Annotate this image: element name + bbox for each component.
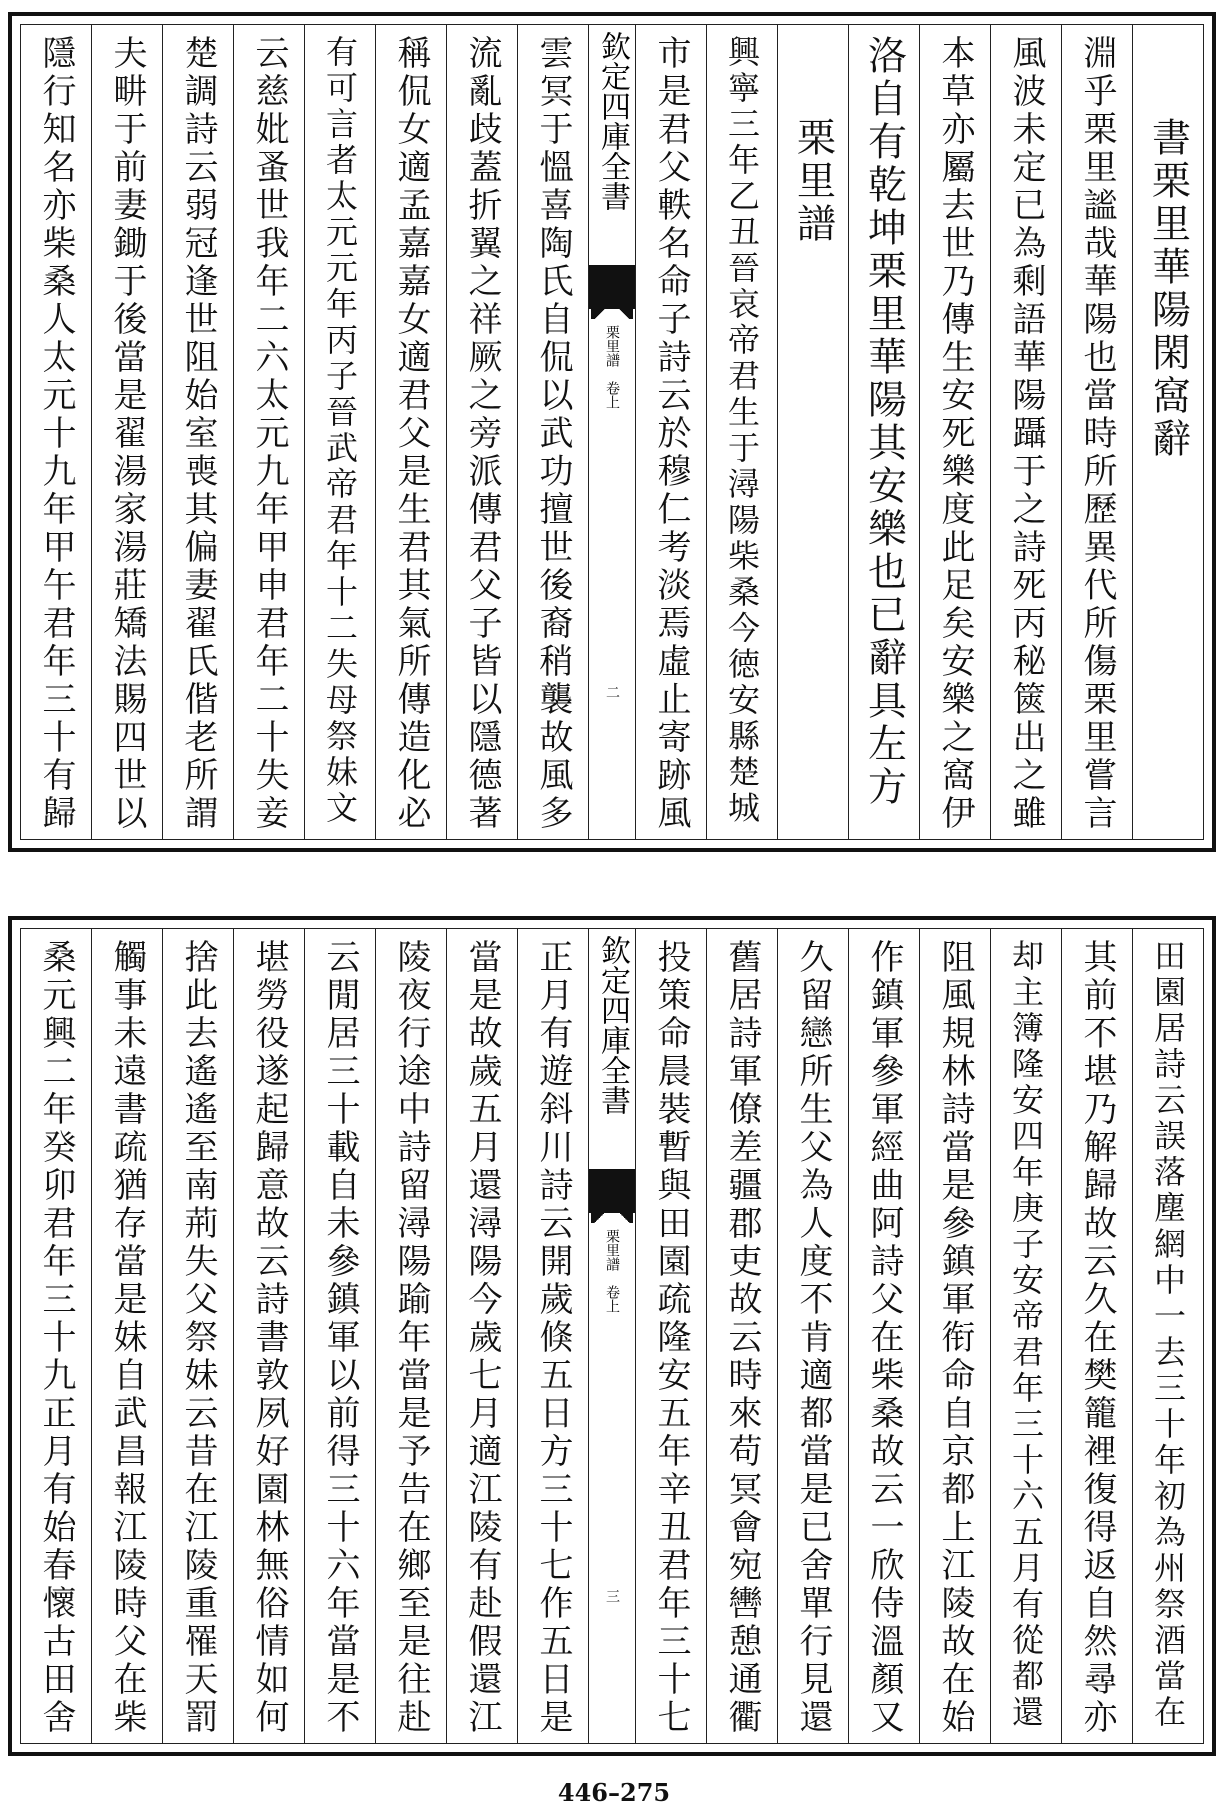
- column-text: 却主簿隆安四年庚子安帝君年三十六五月有從都還: [1007, 939, 1045, 1731]
- column-text: 當是故歲五月還潯陽今歲七月適江陵有赴假還江: [462, 939, 502, 1737]
- column: [1132, 929, 1203, 1743]
- column-text: 楚調詩云弱冠逢世阻始室喪其偏妻翟氏偕老所謂: [178, 35, 218, 833]
- fish-tail-mark: [589, 265, 635, 309]
- column: [91, 929, 162, 1743]
- column: [233, 25, 304, 839]
- column: [990, 25, 1061, 839]
- bottom-page: [8, 916, 1216, 1756]
- column: [635, 929, 706, 1743]
- column: [706, 25, 777, 839]
- column-text: 桑元興二年癸卯君年三十九正月有始春懷古田舍: [36, 939, 76, 1737]
- column: [990, 929, 1061, 1743]
- column: [375, 929, 446, 1743]
- column-text: 夫畊于前妻鋤于後當是翟湯家湯莊矯法賜四世以: [107, 35, 147, 833]
- column-text: 流亂歧蓋折翼之祥厥之旁派傳君父子皆以隱德著: [462, 35, 502, 833]
- column-text: 作鎮軍參軍經曲阿詩父在柴桑故云一欣侍溫顏又: [864, 939, 904, 1737]
- column-text: 淵乎栗里謐哉華陽也當時所歷異代所傷栗里嘗言: [1077, 35, 1117, 833]
- column: [919, 25, 990, 839]
- column-text: 云閒居三十載自未參鎮軍以前得三十六年當是不: [320, 939, 360, 1737]
- top-page-frame: [20, 24, 1204, 840]
- column: [777, 929, 848, 1743]
- page-number: 三: [604, 1589, 620, 1603]
- column: [162, 25, 233, 839]
- column-text: 其前不堪乃解歸故云久在樊籠裡復得返自然尋亦: [1077, 939, 1117, 1737]
- column: [1132, 25, 1203, 839]
- page-number: 二: [604, 685, 620, 699]
- column: [706, 929, 777, 1743]
- column-text: 本草亦屬去世乃傳生安死樂度此足矣安樂之窩伊: [935, 35, 975, 833]
- column-text: 久留戀所生父為人度不肯適都當是已舍單行見還: [793, 939, 833, 1737]
- column-text: 云慈妣蚤世我年二六太元九年甲申君年二十失妾: [249, 35, 289, 833]
- column-text: 雲冥于慍喜陶氏自侃以武功擅世後裔稍襲故風多: [533, 35, 573, 833]
- column-text: 正月有遊斜川詩云開歲倏五日方三十七作五日是: [533, 939, 573, 1737]
- column: [91, 25, 162, 839]
- column: [848, 25, 919, 839]
- column-text: 捨此去遙遙至南荊失父祭妹云昔在江陵重罹天罰: [178, 939, 218, 1737]
- column-text: 書栗里華陽閑窩辭: [1145, 117, 1191, 461]
- column-text: 觸事未遠書疏猶存當是妹自武昌報江陵時父在柴: [107, 939, 147, 1737]
- column: [21, 25, 91, 839]
- gutter-book-title: 栗里譜 卷上: [604, 325, 620, 409]
- column-text: 有可言者太元元年丙子晉武帝君年十二失母祭妹文: [321, 35, 359, 827]
- column-text: 洛自有乾坤栗里華陽其安樂也已辭具左方: [861, 35, 907, 809]
- center-gutter: [588, 25, 635, 839]
- column: [848, 929, 919, 1743]
- column-text: 田園居詩云誤落塵網中一去三十年初為州祭酒當在: [1149, 939, 1187, 1731]
- column: [635, 25, 706, 839]
- top-page: [8, 12, 1216, 852]
- column-text: 隱行知名亦柴桑人太元十九年甲午君年三十有歸: [36, 35, 76, 833]
- column-text: 市是君父軼名命子詩云於穆仁考淡焉虛止寄跡風: [651, 35, 691, 833]
- column-text: 堪勞役遂起歸意故云詩書敦夙好園林無俗情如何: [249, 939, 289, 1737]
- column: [375, 25, 446, 839]
- column-text: 阻風規林詩當是參鎮軍衔命自京都上江陵故在始: [935, 939, 975, 1737]
- gutter-book-title: 栗里譜 卷上: [604, 1229, 620, 1313]
- column-text: 陵夜行途中詩留潯陽踰年當是予告在鄉至是往赴: [391, 939, 431, 1737]
- column: [1061, 929, 1132, 1743]
- fish-tail-mark: [589, 1169, 635, 1213]
- gutter-header: 欽定四庫全書: [595, 31, 630, 211]
- column: [233, 929, 304, 1743]
- column: [21, 929, 91, 1743]
- section-title: 栗里譜: [790, 117, 836, 246]
- column-text: 舊居詩軍僚差疆郡吏故云時來苟冥會宛轡憩通衢: [722, 939, 762, 1737]
- column: [1061, 25, 1132, 839]
- column: [517, 25, 588, 839]
- bottom-page-frame: [20, 928, 1204, 1744]
- column-text: 興寧三年乙丑晉哀帝君生于潯陽柴桑今徳安縣楚城: [723, 35, 761, 827]
- column: [162, 929, 233, 1743]
- footer-page-number: 446–275: [557, 1778, 671, 1807]
- column: [777, 25, 848, 839]
- column-text: 風波未定已為剩語華陽躡于之詩死丙秘篋出之雖: [1006, 35, 1046, 833]
- center-gutter: [588, 929, 635, 1743]
- gutter-header: 欽定四庫全書: [595, 935, 630, 1115]
- column: [517, 929, 588, 1743]
- column-text: 稱侃女適孟嘉嘉女適君父是生君其氣所傳造化必: [391, 35, 431, 833]
- column-text: 投策命晨裝暫與田園疏隆安五年辛丑君年三十七: [651, 939, 691, 1737]
- column: [919, 929, 990, 1743]
- column: [304, 25, 375, 839]
- column: [446, 25, 517, 839]
- column: [304, 929, 375, 1743]
- column: [446, 929, 517, 1743]
